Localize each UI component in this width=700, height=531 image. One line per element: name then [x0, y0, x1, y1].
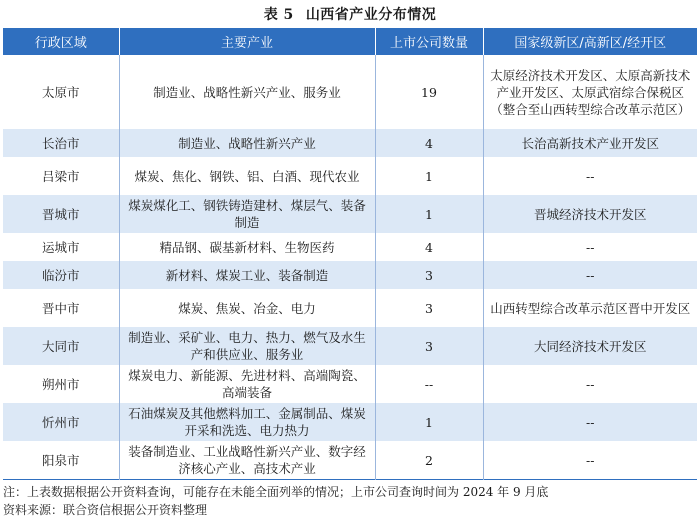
col-header-count: 上市公司数量: [375, 28, 483, 55]
cell-count: 1: [375, 403, 483, 441]
col-header-zones: 国家级新区/高新区/经开区: [483, 28, 697, 55]
table-row: [3, 365, 697, 403]
cell-region: 晋城市: [3, 195, 119, 233]
cell-industries: 煤炭、焦炭、冶金、电力: [119, 289, 375, 327]
cell-region: 长治市: [3, 129, 119, 157]
cell-count: 19: [375, 55, 483, 129]
cell-industries: 新材料、煤炭工业、装备制造: [119, 261, 375, 289]
cell-industries: 制造业、战略性新兴产业: [119, 129, 375, 157]
cell-zones: 大同经济技术开发区: [483, 327, 697, 365]
cell-region: 运城市: [41, 239, 80, 255]
footnote-note: 注：上表数据根据公开资料查询，可能存在未能全面列举的情况；上市公司查询时间为 2024 年 9 月底: [3, 485, 549, 499]
cell-industries: 制造业、采矿业、电力、热力、燃气及水生产和供应业、服务业: [119, 327, 375, 365]
cell-count: --: [375, 365, 483, 403]
table-row: [3, 327, 697, 365]
footnote-source: 资料来源：联合资信根据公开资料整理: [3, 503, 208, 517]
table-title: [0, 0, 700, 28]
cell-count: 3: [375, 327, 483, 365]
table-title-text: 山西省产业分布情况: [305, 7, 437, 23]
cell-industries: 煤炭、焦化、钢铁、铝、白酒、现代农业: [119, 157, 375, 195]
cell-zones: --: [483, 157, 697, 195]
cell-region: 临汾市: [3, 261, 119, 289]
table-row: [3, 129, 697, 157]
cell-zones: --: [483, 441, 697, 480]
cell-zones: 晋城经济技术开发区: [483, 195, 697, 233]
table-row: [3, 195, 697, 233]
cell-count: 3: [375, 261, 483, 289]
cell-industries: 制造业、战略性新兴产业、服务业: [119, 55, 375, 129]
cell-industries: 精品钢、碳基新材料、生物医药: [119, 233, 375, 261]
cell-count: 4: [375, 233, 483, 261]
cell-region: 太原市: [41, 84, 80, 100]
cell-zones: 山西转型综合改革示范区晋中开发区: [483, 289, 697, 327]
cell-count: 1: [375, 157, 483, 195]
cell-region: 忻州市: [3, 403, 119, 441]
cell-zones: 太原经济技术开发区、太原高新技术产业开发区、太原武宿综合保税区（整合至山西转型综合改革示范区）: [483, 55, 697, 129]
cell-industries: 煤炭煤化工、钢铁铸造建材、煤层气、装备制造: [119, 195, 375, 233]
col-header-region: 行政区域: [3, 28, 119, 55]
cell-region: 晋中市: [41, 300, 80, 316]
cell-zones: --: [483, 403, 697, 441]
table-footnotes: [3, 483, 697, 519]
cell-zones: --: [483, 365, 697, 403]
cell-industries: 装备制造业、工业战略性新兴产业、数字经济核心产业、高技术产业: [119, 441, 375, 480]
cell-zones: --: [483, 261, 697, 289]
cell-industries: 石油煤炭及其他燃料加工、金属制品、煤炭开采和洗选、电力热力: [119, 403, 375, 441]
cell-count: 1: [375, 195, 483, 233]
table-row: [3, 403, 697, 441]
table-row: [3, 289, 697, 327]
cell-count: 3: [375, 289, 483, 327]
table-row: [3, 261, 697, 289]
cell-region: 大同市: [3, 327, 119, 365]
table-header-row: [3, 28, 697, 55]
col-header-industries: 主要产业: [119, 28, 375, 55]
table-row: [3, 55, 697, 129]
cell-region: 朔州市: [41, 376, 80, 392]
industry-table: [3, 28, 697, 480]
cell-zones: 长治高新技术产业开发区: [483, 129, 697, 157]
table-row: [3, 441, 697, 480]
table-row: [3, 233, 697, 261]
table-number: 表 5: [263, 7, 294, 23]
cell-count: 2: [375, 441, 483, 480]
cell-region: 吕梁市: [41, 168, 80, 184]
cell-zones: --: [483, 233, 697, 261]
cell-region: 阳泉市: [41, 452, 80, 468]
table-row: [3, 157, 697, 195]
cell-count: 4: [375, 129, 483, 157]
cell-industries: 煤炭电力、新能源、先进材料、高端陶瓷、高端装备: [119, 365, 375, 403]
